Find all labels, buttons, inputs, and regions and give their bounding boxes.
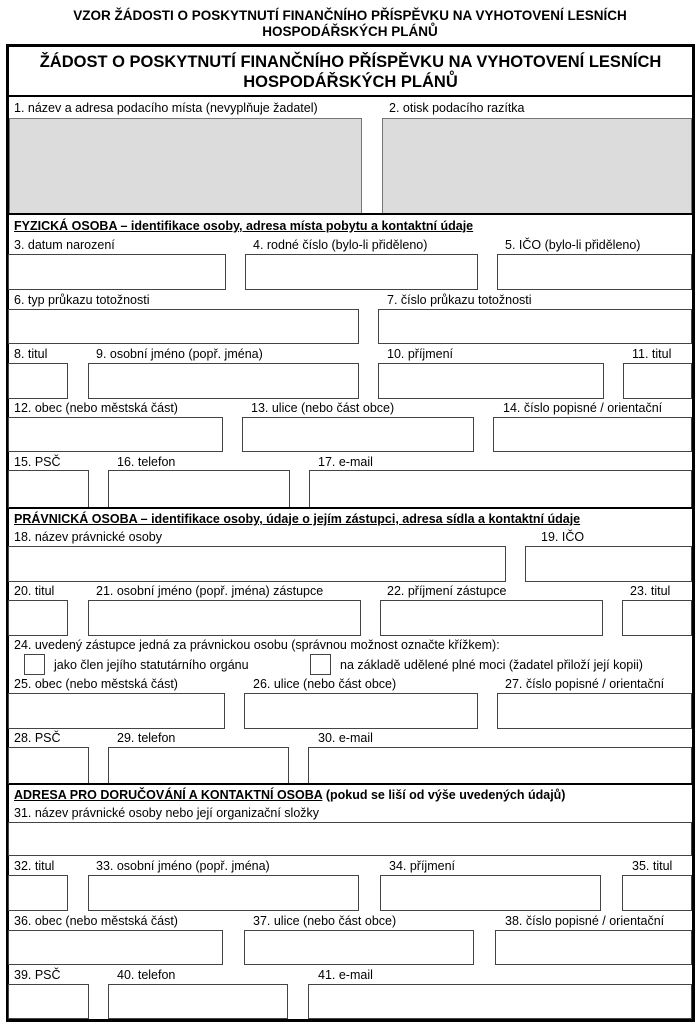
- natural-person-heading: [14, 219, 473, 233]
- seat-phone-input[interactable]: [108, 747, 289, 784]
- street-input[interactable]: [242, 417, 474, 452]
- field-4-label: 4. rodné číslo (bylo-li přiděleno): [253, 238, 428, 252]
- field-22-label: 22. příjmení zástupce: [387, 584, 507, 598]
- field-14-label: 14. číslo popisné / orientační: [503, 401, 663, 415]
- birth-date-input[interactable]: [8, 254, 226, 290]
- field-41-label: 41. e-mail: [318, 968, 373, 982]
- field-29-label: 29. telefon: [117, 731, 176, 745]
- delivery-organization-input[interactable]: [8, 822, 692, 856]
- field-5-label: 5. IČO (bylo-li přiděleno): [505, 238, 641, 252]
- form-title-line1: ŽÁDOST O POSKYTNUTÍ FINANČNÍHO PŘÍSPĚVKU NA VYHOTOVENÍ LESNÍCH: [39, 53, 662, 71]
- delivery-heading-title: ADRESA PRO DORUČOVÁNÍ A KONTAKTNÍ OSOBA: [14, 788, 323, 802]
- section-divider: [9, 507, 692, 509]
- field-28-label: 28. PSČ: [14, 731, 61, 745]
- field-35-label: 35. titul: [632, 859, 673, 873]
- delivery-house-number-input[interactable]: [495, 930, 692, 965]
- legal-person-heading-title: PRÁVNICKÁ OSOBA: [14, 512, 138, 526]
- power-of-attorney-option-label: na základě udělené plné moci (žadatel přiloží její kopii): [340, 658, 643, 672]
- contact-first-name-input[interactable]: [88, 875, 359, 911]
- natural-person-heading-title: FYZICKÁ OSOBA: [14, 219, 118, 233]
- seat-street-input[interactable]: [244, 693, 478, 729]
- delivery-heading-desc: (pokud se liší od výše uvedených údajů): [322, 788, 566, 802]
- title-before-input[interactable]: [8, 363, 68, 399]
- contact-title-before-input[interactable]: [8, 875, 68, 911]
- delivery-phone-input[interactable]: [108, 984, 288, 1019]
- seat-house-number-input[interactable]: [497, 693, 692, 729]
- power-of-attorney-checkbox[interactable]: [310, 654, 331, 675]
- document-title-line1: VZOR ŽÁDOSTI O POSKYTNUTÍ FINANČNÍHO PŘÍSPĚVKU NA VYHOTOVENÍ LESNÍCH: [73, 8, 627, 23]
- field-38-label: 38. číslo popisné / orientační: [505, 914, 665, 928]
- field-2-label: 2. otisk podacího razítka: [389, 101, 525, 115]
- form-title-line2: HOSPODÁŘSKÝCH PLÁNŮ: [243, 73, 458, 91]
- field-40-label: 40. telefon: [117, 968, 176, 982]
- statutory-body-checkbox[interactable]: [24, 654, 45, 675]
- ico-input[interactable]: [497, 254, 692, 290]
- phone-input[interactable]: [108, 470, 290, 508]
- field-21-label: 21. osobní jméno (popř. jména) zástupce: [96, 584, 324, 598]
- natural-person-heading-desc: – identifikace osoby, adresa místa pobytu a kontaktní údaje: [117, 219, 474, 233]
- stamp-field: [382, 118, 692, 214]
- rep-title-before-input[interactable]: [8, 600, 68, 636]
- delivery-street-input[interactable]: [244, 930, 474, 965]
- field-26-label: 26. ulice (nebo část obce): [253, 677, 397, 691]
- field-39-label: 39. PSČ: [14, 968, 61, 982]
- field-17-label: 17. e-mail: [318, 455, 373, 469]
- legal-person-heading: [14, 512, 580, 526]
- legal-person-heading-desc: – identifikace osoby, údaje o jejím zástupci, adresa sídla a kontaktní údaje: [137, 512, 581, 526]
- surname-input[interactable]: [378, 363, 604, 399]
- email-input[interactable]: [309, 470, 692, 508]
- rep-title-after-input[interactable]: [622, 600, 692, 636]
- field-19-label: 19. IČO: [541, 530, 585, 544]
- field-6-label: 6. typ průkazu totožnosti: [14, 293, 150, 307]
- document-title: [0, 8, 700, 40]
- field-1-label: 1. název a adresa podacího místa (nevyplňuje žadatel): [14, 101, 318, 115]
- title-after-input[interactable]: [623, 363, 692, 399]
- field-13-label: 13. ulice (nebo část obce): [251, 401, 395, 415]
- contact-title-after-input[interactable]: [622, 875, 692, 911]
- seat-municipality-input[interactable]: [8, 693, 225, 729]
- field-16-label: 16. telefon: [117, 455, 176, 469]
- field-32-label: 32. titul: [14, 859, 55, 873]
- first-name-input[interactable]: [88, 363, 359, 399]
- house-number-input[interactable]: [493, 417, 692, 452]
- field-34-label: 34. příjmení: [389, 859, 456, 873]
- delivery-postal-code-input[interactable]: [8, 984, 89, 1019]
- field-9-label: 9. osobní jméno (popř. jména): [96, 347, 263, 361]
- id-type-input[interactable]: [8, 309, 359, 344]
- municipality-input[interactable]: [8, 417, 223, 452]
- field-25-label: 25. obec (nebo městská část): [14, 677, 178, 691]
- field-36-label: 36. obec (nebo městská část): [14, 914, 178, 928]
- field-10-label: 10. příjmení: [387, 347, 454, 361]
- birth-number-input[interactable]: [245, 254, 478, 290]
- delivery-municipality-input[interactable]: [8, 930, 223, 965]
- field-27-label: 27. číslo popisné / orientační: [505, 677, 665, 691]
- document-title-line2: HOSPODÁŘSKÝCH PLÁNŮ: [262, 24, 438, 39]
- seat-postal-code-input[interactable]: [8, 747, 89, 784]
- field-18-label: 18. název právnické osoby: [14, 530, 163, 544]
- field-37-label: 37. ulice (nebo část obce): [253, 914, 397, 928]
- field-20-label: 20. titul: [14, 584, 55, 598]
- field-24-label: 24. uvedený zástupce jedná za právnickou osobu (správnou možnost označte křížkem):: [14, 638, 500, 652]
- form-title: [9, 47, 692, 97]
- section-divider: [9, 783, 692, 785]
- legal-entity-ico-input[interactable]: [525, 546, 692, 582]
- seat-email-input[interactable]: [308, 747, 692, 784]
- field-33-label: 33. osobní jméno (popř. jména): [96, 859, 270, 873]
- field-11-label: 11. titul: [632, 347, 672, 361]
- delivery-heading: [14, 788, 565, 802]
- field-31-label: 31. název právnické osoby nebo její organizační složky: [14, 806, 320, 820]
- statutory-body-option-label: jako člen jejího statutárního orgánu: [54, 658, 249, 672]
- rep-first-name-input[interactable]: [88, 600, 361, 636]
- field-23-label: 23. titul: [630, 584, 671, 598]
- field-7-label: 7. číslo průkazu totožnosti: [387, 293, 532, 307]
- id-number-input[interactable]: [378, 309, 692, 344]
- section-divider: [9, 213, 692, 215]
- delivery-email-input[interactable]: [308, 984, 692, 1019]
- postal-code-input[interactable]: [8, 470, 89, 508]
- field-30-label: 30. e-mail: [318, 731, 373, 745]
- legal-entity-name-input[interactable]: [8, 546, 506, 582]
- field-3-label: 3. datum narození: [14, 238, 115, 252]
- field-15-label: 15. PSČ: [14, 455, 61, 469]
- rep-surname-input[interactable]: [380, 600, 603, 636]
- field-12-label: 12. obec (nebo městská část): [14, 401, 178, 415]
- filing-office-field: [9, 118, 362, 214]
- field-8-label: 8. titul: [14, 347, 48, 361]
- contact-surname-input[interactable]: [380, 875, 601, 911]
